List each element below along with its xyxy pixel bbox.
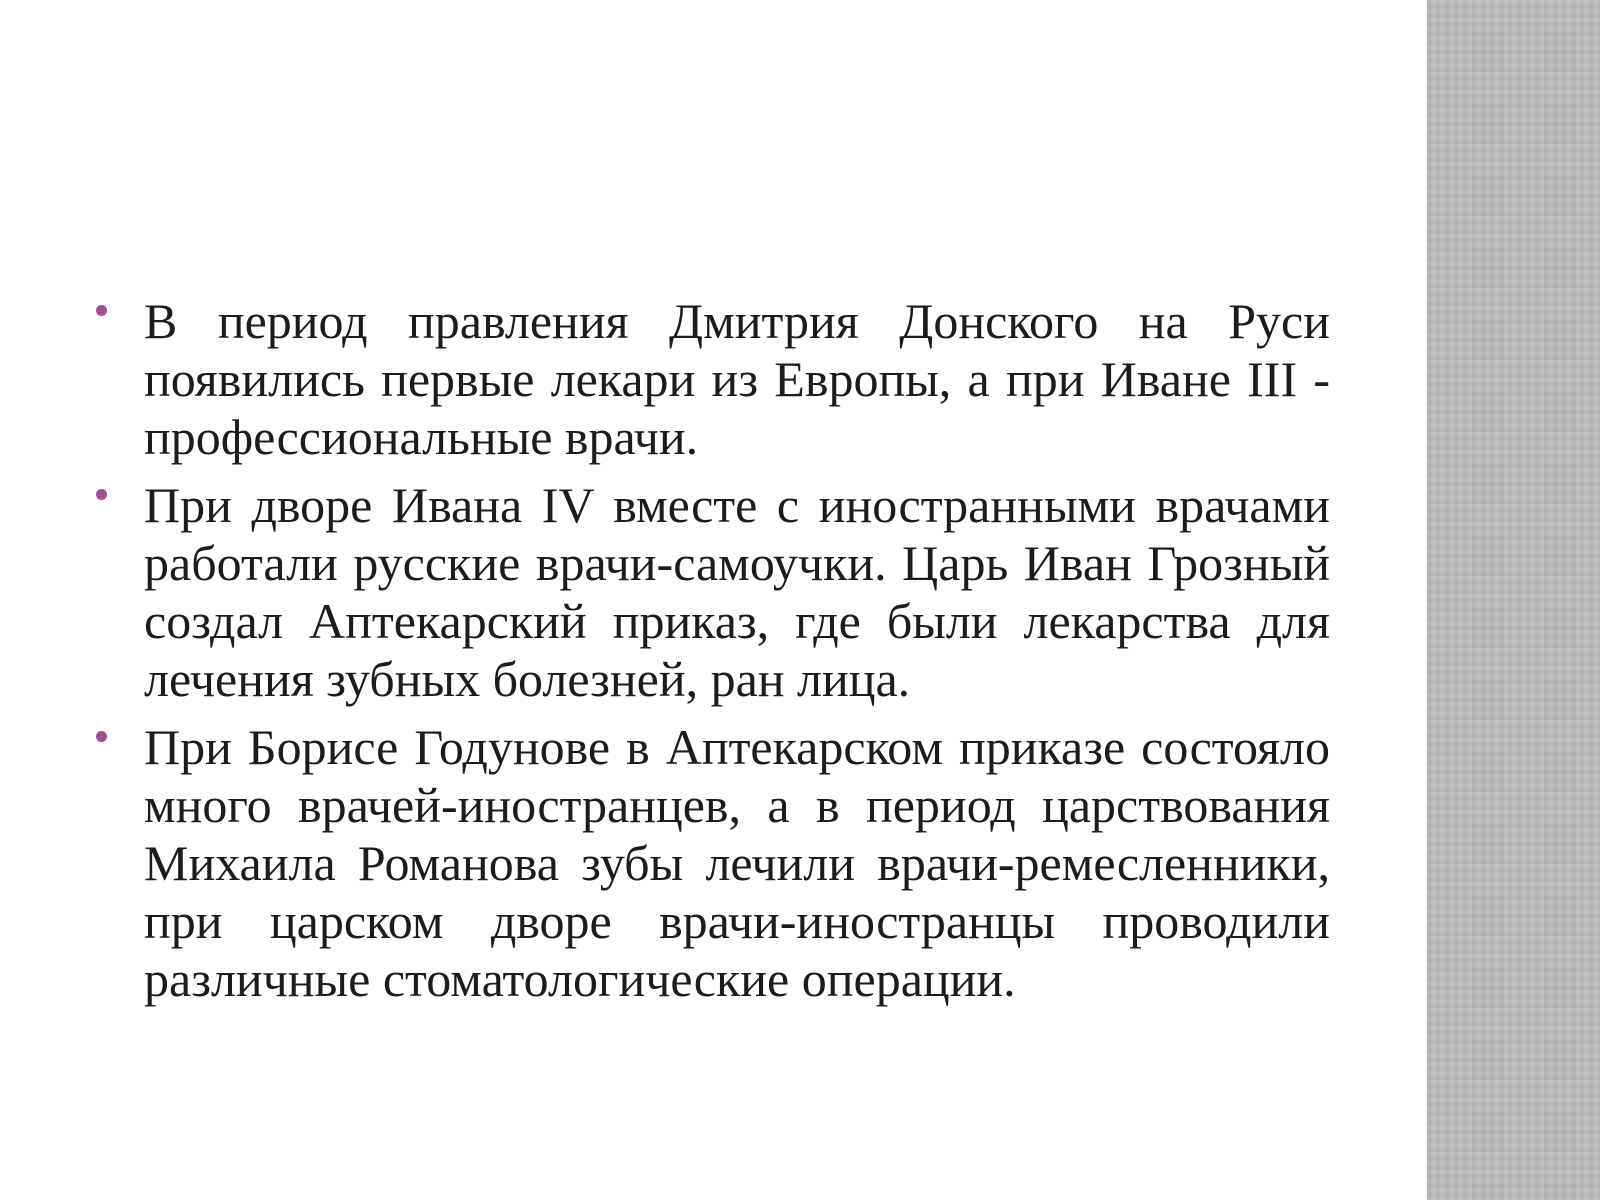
decorative-side-panel [1427, 0, 1600, 1200]
bullet-dot-icon [96, 489, 107, 500]
bullet-text: В период правления Дмитрия Донского на Руси появились первые лекари из Европы, а при Иване III - профессиональные врачи. [144, 293, 1330, 465]
slide-content [92, 292, 1330, 1018]
bullet-text: При Борисе Годунове в Аптекарском приказе состояло много врачей-иностранцев, а в период царствования Михаила Романова зубы лечили врачи-ремесленники, при царском дворе врачи-иностранцы проводили различные стоматологические операции. [144, 719, 1330, 1007]
bullet-item-boris-godunov [92, 718, 1330, 1008]
bullet-item-ivan-iv [92, 476, 1330, 708]
bullet-dot-icon [96, 305, 107, 316]
bullet-list [92, 292, 1330, 1008]
bullet-dot-icon [96, 731, 107, 742]
bullet-text: При дворе Ивана IV вместе с иностранными врачами работали русские врачи-самоучки. Царь Иван Грозный создал Аптекарский приказ, где были лекарства для лечения зубных болезней, ран лица. [144, 477, 1330, 707]
bullet-item-dmitry-donskoy [92, 292, 1330, 466]
